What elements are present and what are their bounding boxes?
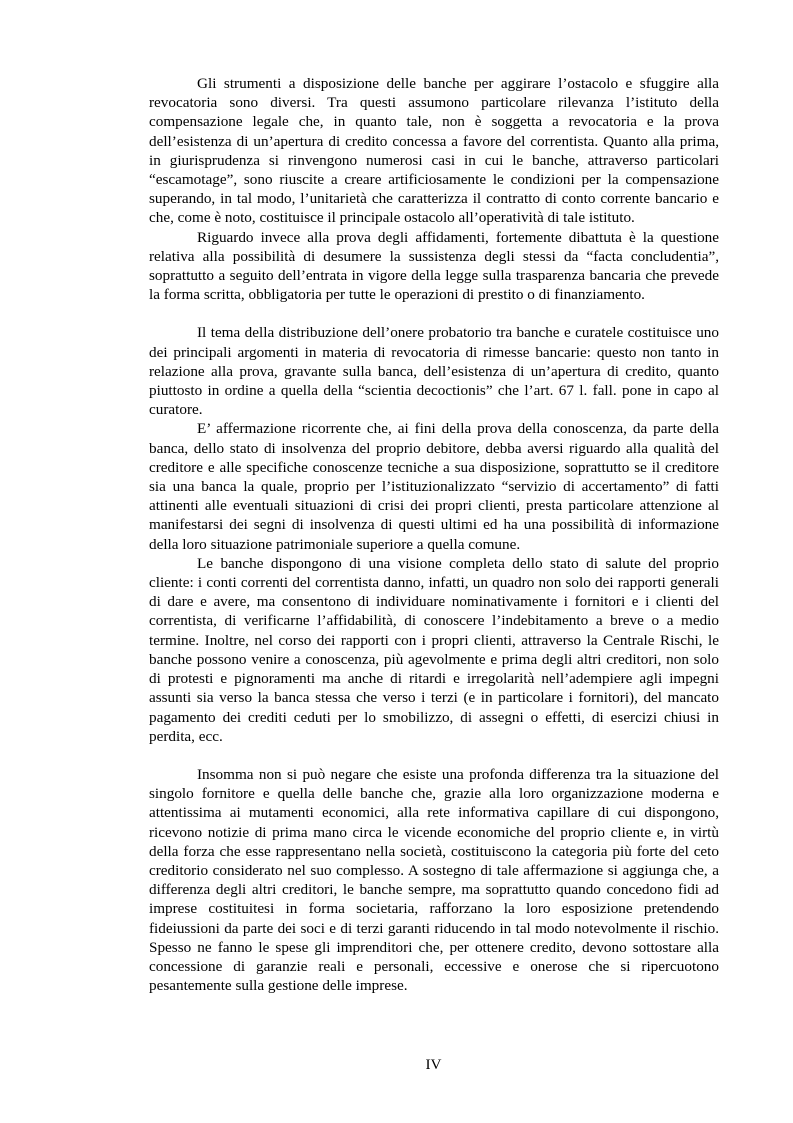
paragraph-differenza-fornitore-banche: Insomma non si può negare che esiste una profonda differenza tra la situazione del singolo fornitore e quella delle banche che, grazie alla loro organizzazione moderna e attentissima ai mutamenti economici, alla rete informativa capillare di cui dispongono, ricevono notizie di prima mano circa le vicende economiche del proprio cliente e, in virtù della forza che esse rappresentano nella società, costituiscono la categoria più forte del ceto creditorio considerato nel suo complesso. A sostegno di tale affermazione si aggiunga che, a differenza degli altri creditori, le banche sempre, ma soprattutto quando concedono fidi ad imprese costituitesi in forma societaria, rafforzano la loro esposizione pretendendo fideiussioni da parte dei soci e di terzi garanti riducendo in tal modo notevolmente il rischio. Spesso ne fanno le spese gli imprenditori che, per ottenere credito, devono sottostare alla concessione di garanzie reali e personali, eccessive e onerose che si ripercuotono pesantemente sulla gestione delle imprese. bbox=[149, 765, 719, 995]
paragraph-prova-affidamenti: Riguardo invece alla prova degli affidamenti, fortemente dibattuta è la questione relativa alla possibilità di desumere la sussistenza degli stessi da “facta concludentia”, soprattutto a seguito dell’entrata in vigore della legge sulla trasparenza bancaria che prevede la forma scritta, obbligatoria per tutte le operazioni di prestito o di finanziamento. bbox=[149, 228, 719, 304]
page-number: IV bbox=[425, 1056, 442, 1073]
paragraph-visione-completa: Le banche dispongono di una visione completa dello stato di salute del proprio cliente: i conti correnti del correntista danno, infatti, un quadro non solo dei rapporti generali di dare e avere, ma consentono di individuare nominativamente i fornitori e i clienti del correntista, di verificarne l’affidabilità, di conoscere l’indebitamento a breve o a medio termine. Inoltre, nel corso dei rapporti con i propri clienti, attraverso la Centrale Rischi, le banche possono venire a conoscenza, più agevolmente e prima degli altri creditori, non solo di protesti e pignoramenti ma anche di ritardi e irregolarità nell’adempiere agli impegni assunti sia verso la banca stessa che verso i terzi (e in particolare i fornitori), del mancato pagamento dei crediti ceduti per lo smobilizzo, di assegni o effetti, di esercizi chiusi in perdita, ecc. bbox=[149, 554, 719, 745]
paragraph-prova-conoscenza: E’ affermazione ricorrente che, ai fini della prova della conoscenza, da parte della banca, dello stato di insolvenza del proprio debitore, debba aversi riguardo alla qualità del creditore e alle specifiche conoscenze tecniche a sua disposizione, soprattutto se il creditore sia una banca la quale, proprio per l’istituzionalizzato “servizio di accertamento” di fatti attinenti alle eventuali situazioni di crisi dei propri clienti, presta particolare attenzione al manifestarsi dei segni di insolvenza di questi ultimi ed ha una possibilità di informazione della loro situazione patrimoniale superiore a quella comune. bbox=[149, 420, 719, 553]
paragraph-spacer bbox=[149, 304, 719, 323]
page-body bbox=[149, 74, 719, 995]
paragraph-strumenti-banche: Gli strumenti a disposizione delle banche per aggirare l’ostacolo e sfuggire alla revocatoria sono diversi. Tra questi assumono particolare rilevanza l’istituto della compensazione legale che, in quanto tale, non è soggetta a revocatoria e la prova dell’esistenza di un’apertura di credito concessa a favore del correntista. Quanto alla prima, in giurisprudenza si rinvengono numerosi casi in cui le banche, attraverso particolari “escamotage”, sono riuscite a creare artificiosamente le condizioni per la compensazione superando, in tal modo, l’unitarietà che caratterizza il contratto di conto corrente bancario e che, come è noto, costituisce il principale ostacolo all’operatività di tale istituto. bbox=[149, 75, 719, 227]
paragraph-onere-probatorio: Il tema della distribuzione dell’onere probatorio tra banche e curatele costituisce uno dei principali argomenti in materia di revocatoria di rimesse bancarie: questo non tanto in relazione alla prova, gravante sulla banca, dell’esistenza di un’apertura di credito, quanto piuttosto in ordine a quella della “scientia decoctionis” che l’art. 67 l. fall. pone in capo al curatore. bbox=[149, 324, 719, 419]
paragraph-spacer bbox=[149, 746, 719, 765]
